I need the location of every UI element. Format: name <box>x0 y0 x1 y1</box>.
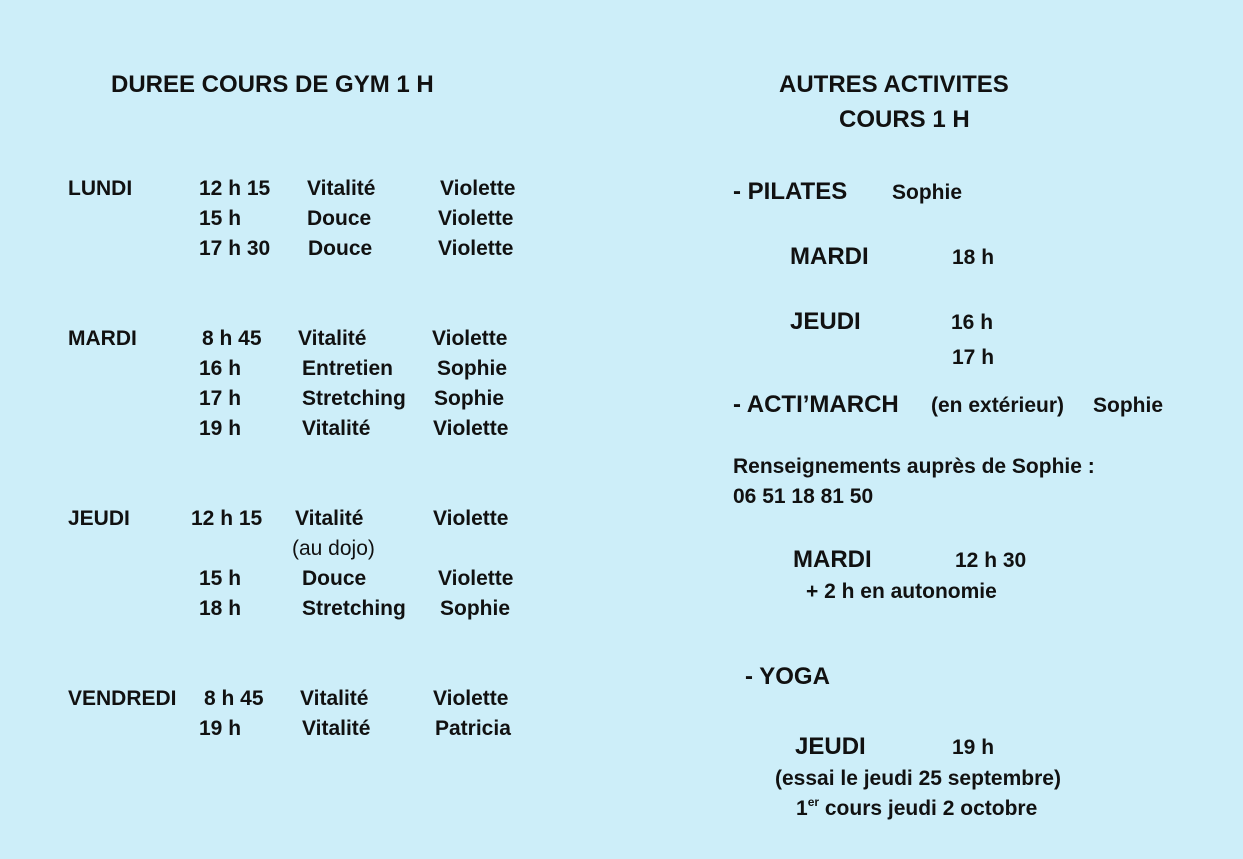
slot-course: Vitalité <box>298 327 367 350</box>
pilates-time: 16 h <box>951 311 994 334</box>
yoga-first-sup: er <box>807 795 820 809</box>
slot-teacher: Sophie <box>437 357 508 380</box>
slot-time: 15 h <box>199 207 242 230</box>
slot-teacher: Sophie <box>440 597 511 620</box>
slot-teacher: Violette <box>432 327 508 350</box>
actimarch-label: - ACTI’MARCH <box>733 391 899 418</box>
yoga-time: 19 h <box>952 736 995 759</box>
yoga-day: JEUDI <box>795 733 866 760</box>
slot-time: 15 h <box>199 567 242 590</box>
actimarch-time: 12 h 30 <box>955 549 1027 572</box>
actimarch-day: MARDI <box>793 546 872 573</box>
slot-time: 8 h 45 <box>204 687 264 710</box>
actimarch-info: Renseignements auprès de Sophie : <box>733 455 1095 478</box>
yoga-first-class <box>796 796 1037 822</box>
slot-teacher: Patricia <box>435 717 511 740</box>
slot-course: Vitalité <box>295 507 364 530</box>
yoga-first-num: 1 <box>796 797 808 820</box>
actimarch-extra: + 2 h en autonomie <box>806 580 997 603</box>
pilates-day-mardi: MARDI <box>790 243 869 270</box>
pilates-time: 17 h <box>952 346 995 369</box>
slot-time: 12 h 15 <box>199 177 271 200</box>
slot-teacher: Violette <box>438 207 514 230</box>
yoga-label: - YOGA <box>745 663 830 690</box>
slot-time: 8 h 45 <box>202 327 262 350</box>
slot-course: Vitalité <box>302 717 371 740</box>
slot-teacher: Violette <box>438 567 514 590</box>
yoga-first-rest: cours jeudi 2 octobre <box>819 797 1038 820</box>
day-label-mardi: MARDI <box>68 327 137 350</box>
slot-teacher: Sophie <box>434 387 505 410</box>
actimarch-phone: 06 51 18 81 50 <box>733 485 874 508</box>
slot-teacher: Violette <box>438 237 514 260</box>
slot-course: Stretching <box>302 387 406 410</box>
slot-time: 17 h <box>199 387 242 410</box>
pilates-label: - PILATES <box>733 178 848 205</box>
day-label-jeudi: JEUDI <box>68 507 130 530</box>
slot-course: Douce <box>302 567 367 590</box>
slot-teacher: Violette <box>433 417 509 440</box>
slot-teacher: Violette <box>440 177 516 200</box>
slot-time: 12 h 15 <box>191 507 263 530</box>
slot-time: 18 h <box>199 597 242 620</box>
slot-course: Entretien <box>302 357 394 380</box>
day-label-vendredi: VENDREDI <box>68 687 177 710</box>
slot-course: Douce <box>307 207 372 230</box>
slot-teacher: Violette <box>433 687 509 710</box>
slot-course: Stretching <box>302 597 406 620</box>
other-activities-subtitle: COURS 1 H <box>839 106 970 133</box>
yoga-trial: (essai le jeudi 25 septembre) <box>775 767 1061 790</box>
slot-course: Douce <box>308 237 373 260</box>
day-label-lundi: LUNDI <box>68 177 133 200</box>
actimarch-teacher: Sophie <box>1093 394 1164 417</box>
slot-time: 17 h 30 <box>199 237 271 260</box>
slot-course: Vitalité <box>302 417 371 440</box>
gym-schedule-title: DUREE COURS DE GYM 1 H <box>111 71 434 98</box>
slot-time: 19 h <box>199 717 242 740</box>
pilates-day-jeudi: JEUDI <box>790 308 861 335</box>
slot-teacher: Violette <box>433 507 509 530</box>
actimarch-note: (en extérieur) <box>931 394 1065 417</box>
slot-time: 19 h <box>199 417 242 440</box>
slot-course: Vitalité <box>300 687 369 710</box>
pilates-teacher: Sophie <box>892 181 963 204</box>
slot-location-note: (au dojo) <box>292 537 375 560</box>
slot-time: 16 h <box>199 357 242 380</box>
slot-course: Vitalité <box>307 177 376 200</box>
other-activities-title: AUTRES ACTIVITES <box>779 71 1009 98</box>
pilates-time: 18 h <box>952 246 995 269</box>
